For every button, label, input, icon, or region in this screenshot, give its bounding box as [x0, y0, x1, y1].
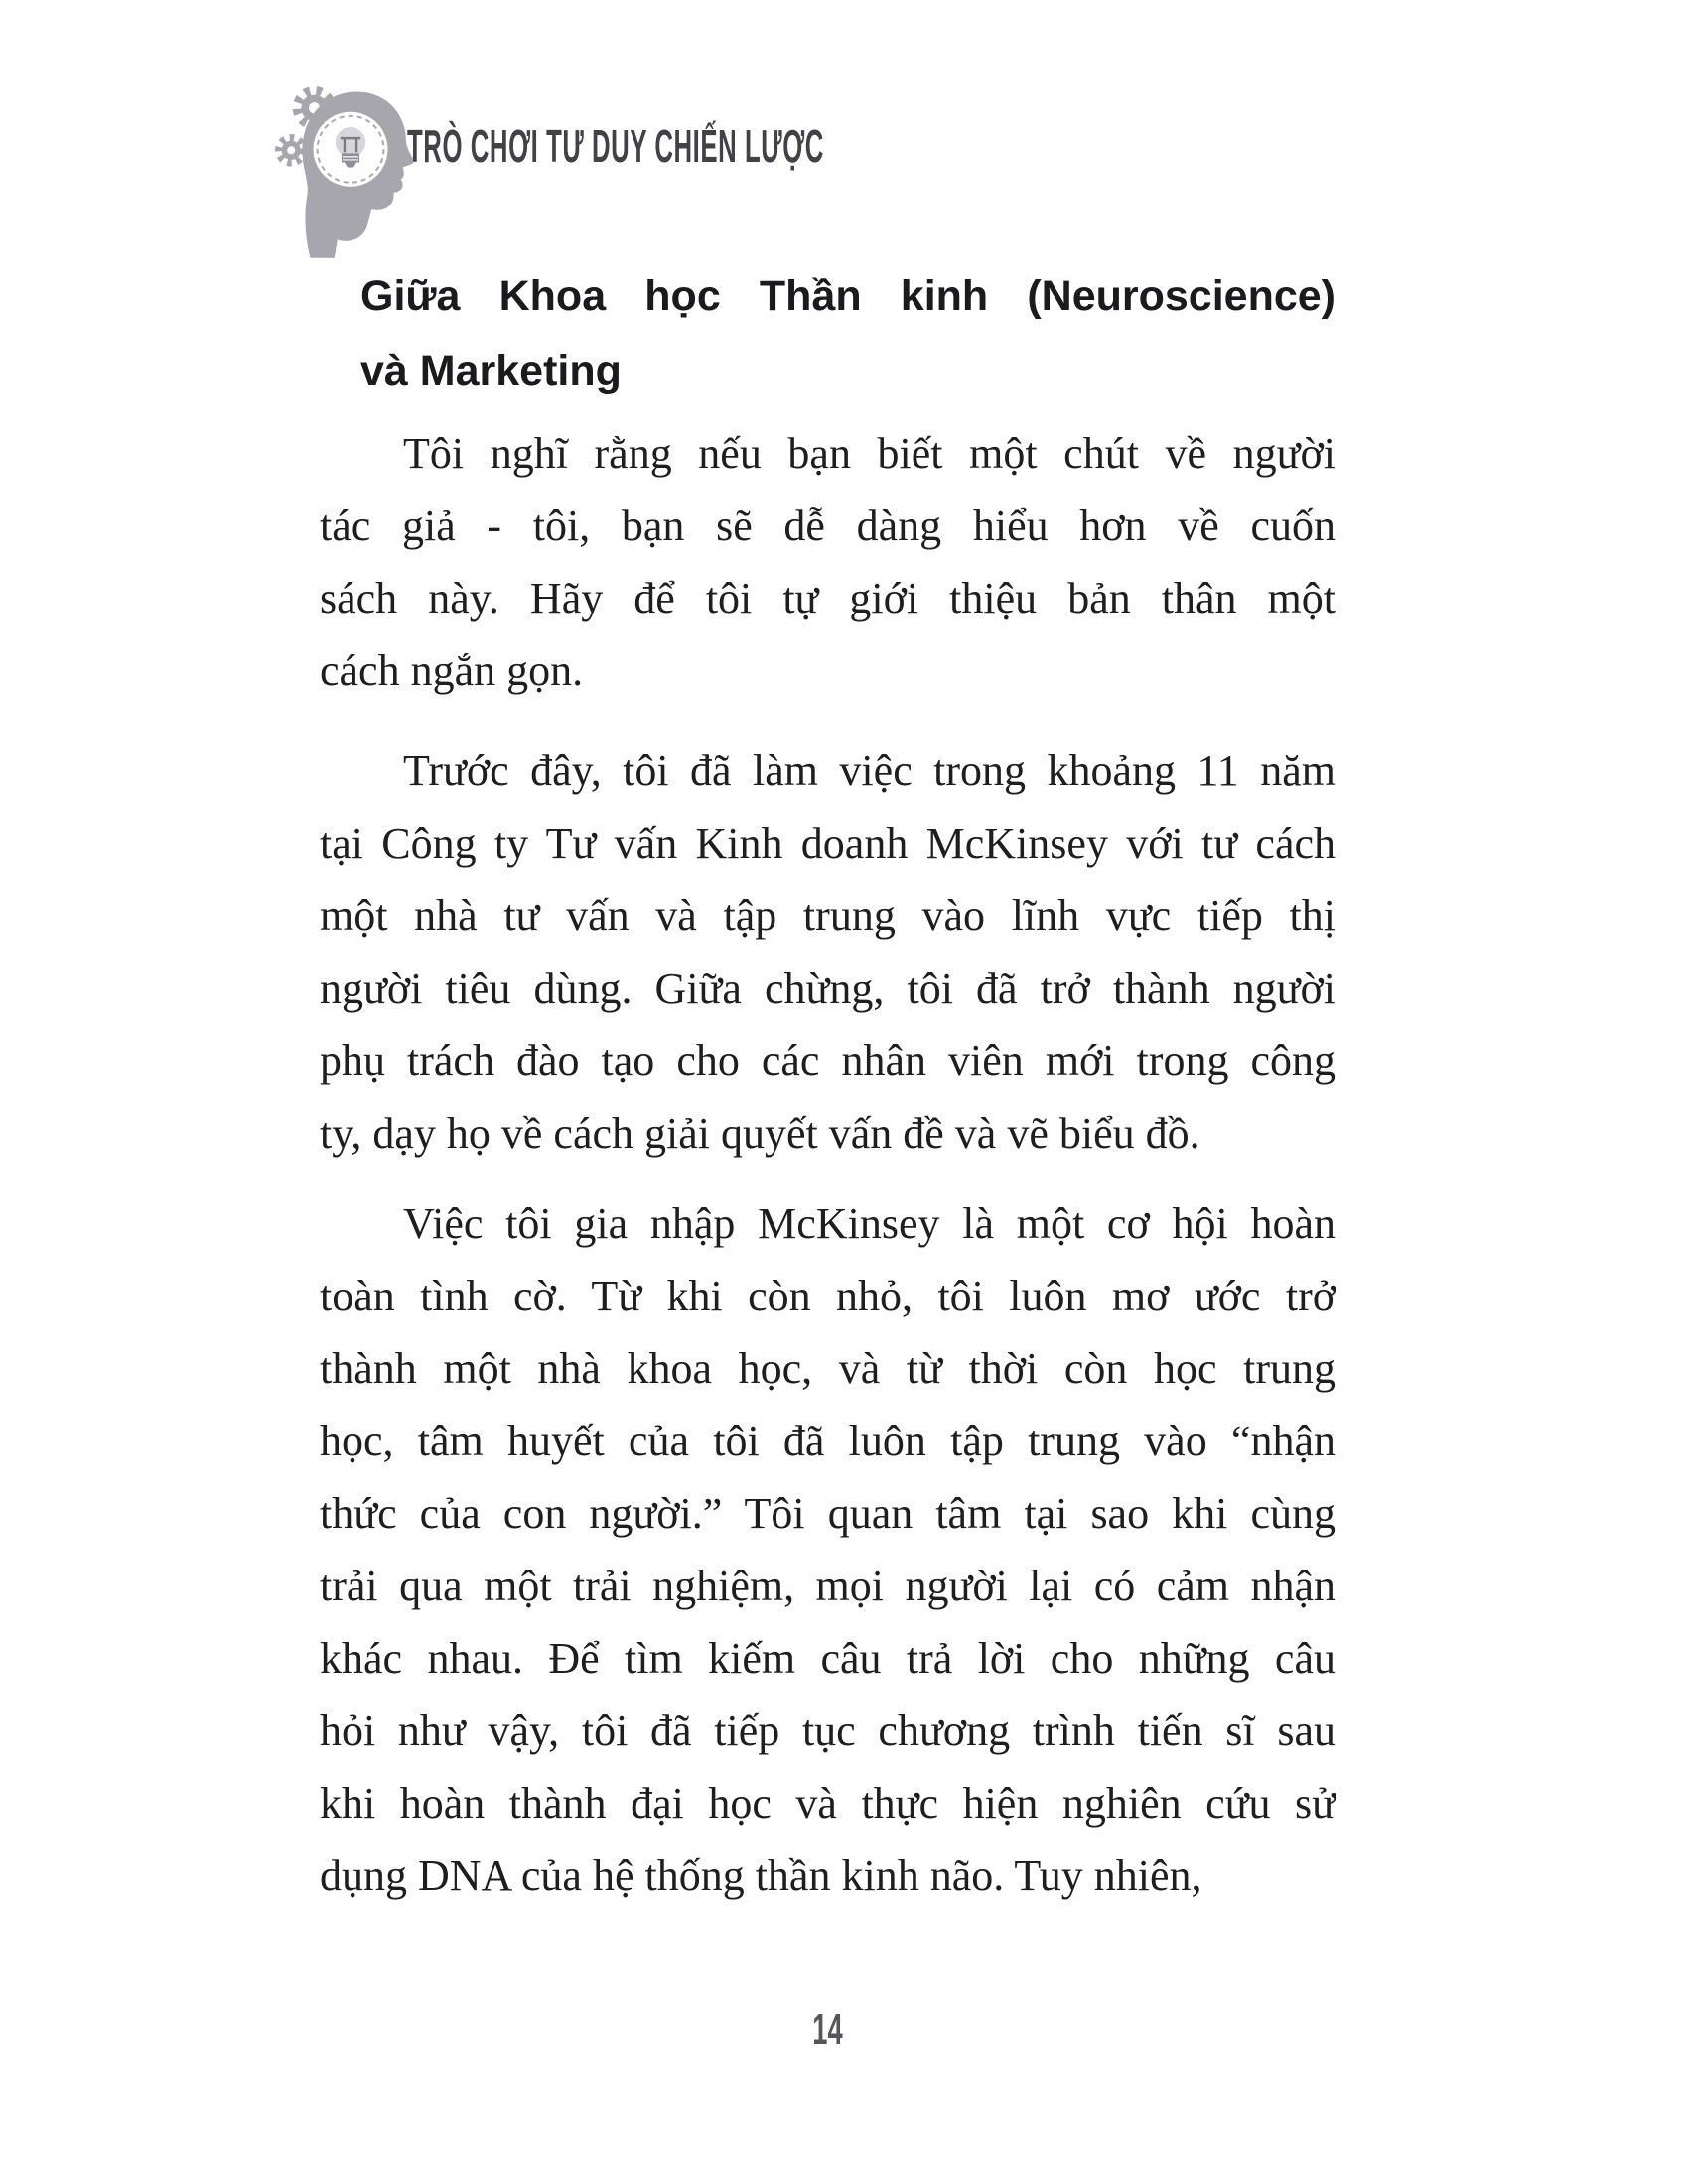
text-line: thức của con người.” Tôi quan tâm tại sao khi cùng [320, 1489, 1336, 1538]
text-line: một nhà tư vấn và tập trung vào lĩnh vực tiếp thị [320, 891, 1336, 940]
paragraph [320, 417, 1336, 707]
text-line: Việc tôi gia nhập McKinsey là một cơ hội hoàn [403, 1199, 1336, 1248]
text-line: khác nhau. Để tìm kiếm câu trả lời cho những câu [320, 1634, 1336, 1683]
text-line: ty, dạy họ về cách giải quyết vấn đề và vẽ biểu đồ. [320, 1109, 1200, 1158]
head-gears-lightbulb-logo-icon [274, 71, 425, 258]
text-line: người tiêu dùng. Giữa chừng, tôi đã trở thành người [320, 964, 1336, 1013]
text-line: khi hoàn thành đại học và thực hiện nghiên cứu sử [320, 1779, 1336, 1828]
text-line: cách ngắn gọn. [320, 646, 584, 695]
text-line: toàn tình cờ. Từ khi còn nhỏ, tôi luôn mơ ước trở [320, 1272, 1336, 1320]
text-line: dụng DNA của hệ thống thần kinh não. Tuy nhiên, [320, 1851, 1202, 1900]
text-line: hỏi như vậy, tôi đã tiếp tục chương trình tiến sĩ sau [320, 1706, 1336, 1755]
text-line: tác giả - tôi, bạn sẽ dễ dàng hiểu hơn về cuốn [320, 501, 1336, 550]
text-line: sách này. Hãy để tôi tự giới thiệu bản thân một [320, 574, 1336, 622]
text-line: tại Công ty Tư vấn Kinh doanh McKinsey với tư cách [320, 819, 1336, 868]
text-line: Trước đây, tôi đã làm việc trong khoảng 11 năm [403, 747, 1336, 795]
gear-small-icon [279, 138, 304, 163]
text-line: học, tâm huyết của tôi đã luôn tập trung vào “nhận [320, 1417, 1336, 1465]
section-heading-line: và Marketing [360, 347, 622, 395]
page-number: 14 [812, 2005, 843, 2054]
paragraph [320, 735, 1336, 1169]
paragraph [320, 1187, 1336, 1912]
section-heading [360, 258, 1336, 409]
section-heading-line: Giữa Khoa học Thần kinh (Neuroscience) [360, 272, 1336, 320]
text-line: phụ trách đào tạo cho các nhân viên mới trong công [320, 1036, 1336, 1085]
text-line: trải qua một trải nghiệm, mọi người lại có cảm nhận [320, 1562, 1336, 1610]
text-line: thành một nhà khoa học, và từ thời còn học trung [320, 1344, 1336, 1393]
book-title: TRÒ CHƠI TƯ DUY CHIẾN LƯỢC [407, 120, 824, 172]
text-line: Tôi nghĩ rằng nếu bạn biết một chút về người [403, 429, 1336, 478]
